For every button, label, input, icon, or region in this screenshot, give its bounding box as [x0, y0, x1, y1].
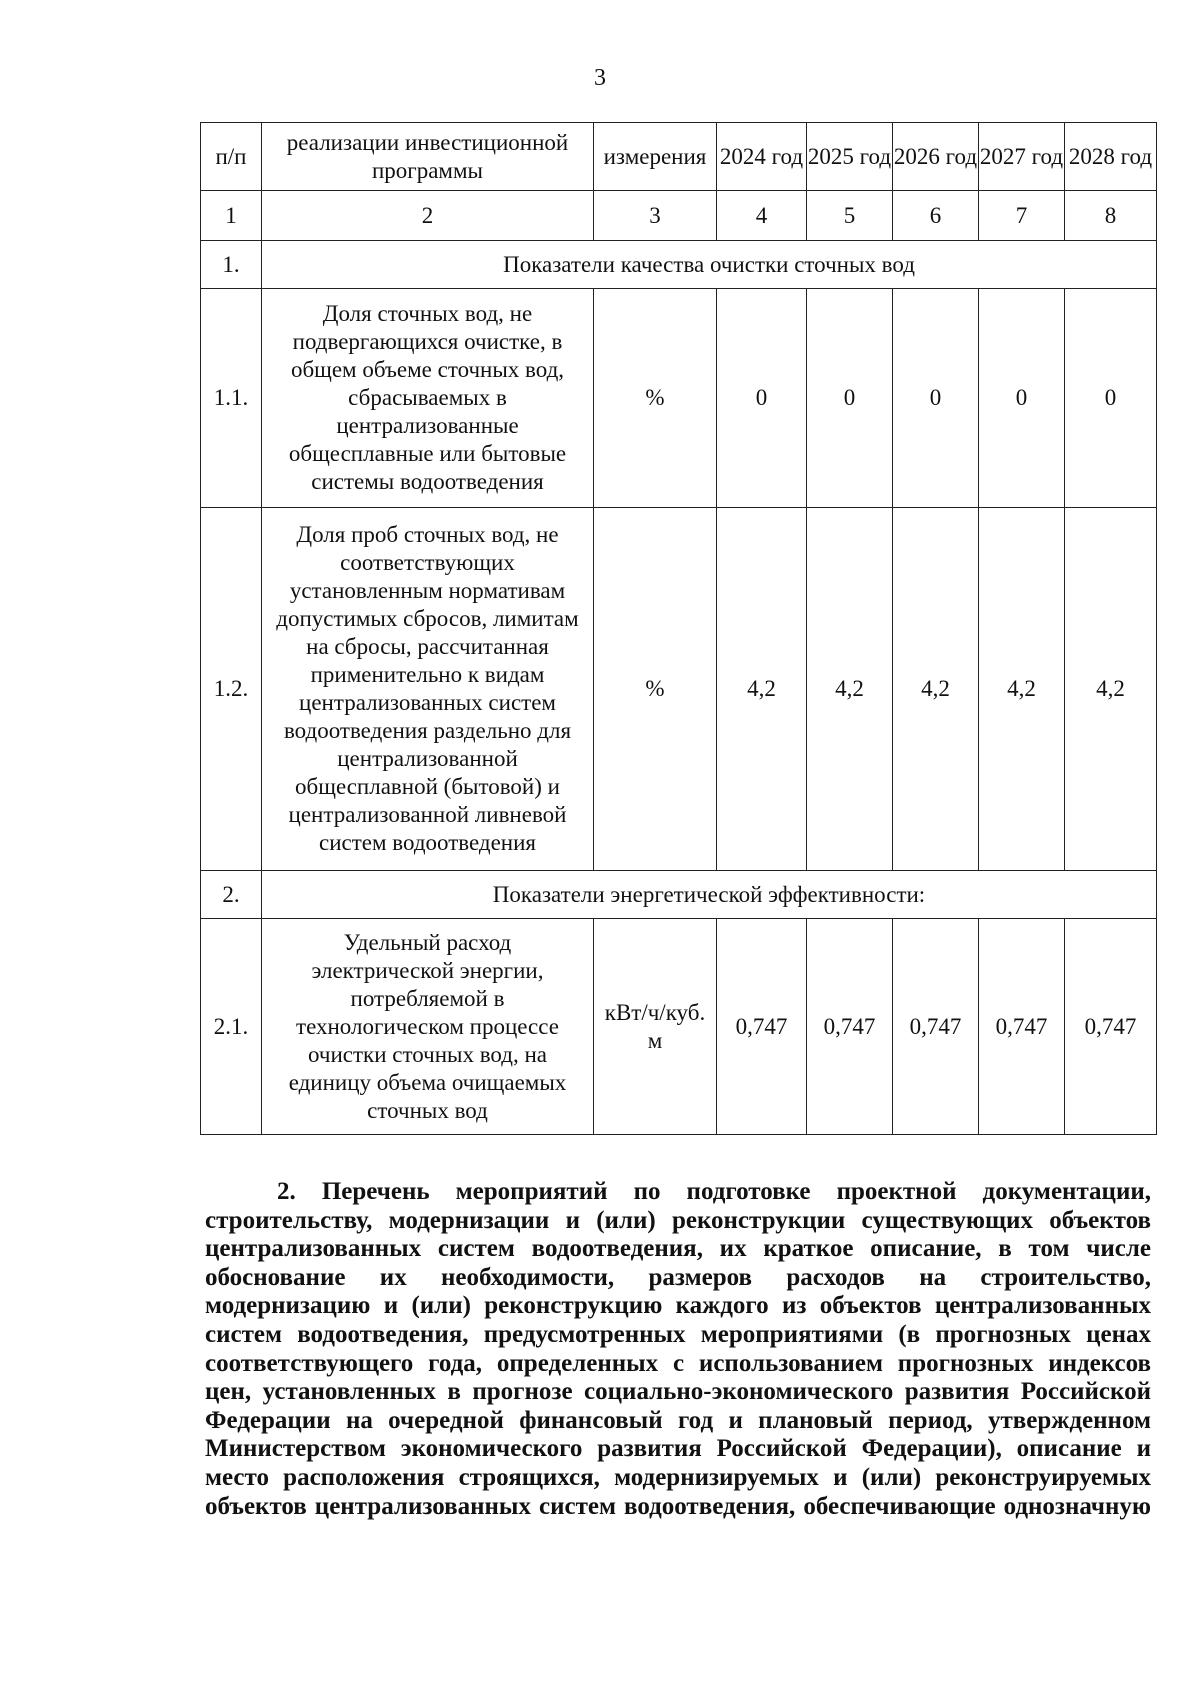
column-number-cell: 3	[594, 191, 717, 241]
column-number-cell: 8	[1065, 191, 1157, 241]
column-number-cell: 2	[262, 191, 594, 241]
header-year-cell: 2024 год	[717, 123, 807, 191]
unit-cell: %	[594, 289, 717, 508]
section-title: Показатели качества очистки сточных вод	[262, 241, 1157, 289]
table-header-row	[201, 123, 1157, 191]
section-title: Показатели энергетической эффективности:	[262, 871, 1157, 919]
column-number-cell: 5	[807, 191, 893, 241]
column-number-cell: 4	[717, 191, 807, 241]
row-number: 2.1.	[201, 919, 262, 1135]
header-year-cell: 2027 год	[979, 123, 1065, 191]
header-year-cell: 2025 год	[807, 123, 893, 191]
column-number-cell: 1	[201, 191, 262, 241]
row-number: 1.2.	[201, 508, 262, 871]
value-cell: 0,747	[979, 919, 1065, 1135]
section-row	[201, 241, 1157, 289]
header-year-cell: 2026 год	[893, 123, 979, 191]
value-cell: 0	[717, 289, 807, 508]
value-cell: 0,747	[893, 919, 979, 1135]
value-cell: 4,2	[717, 508, 807, 871]
indicator-description: Удельный расход электрической энергии, потребляемой в технологическом процессе очистки сточных вод, на единицу объема очищаемых сточных вод	[262, 919, 594, 1135]
value-cell: 0	[979, 289, 1065, 508]
header-number-cell: п/п	[201, 123, 262, 191]
section-number: 2.	[201, 871, 262, 919]
column-number-cell: 7	[979, 191, 1065, 241]
header-year-cell: 2028 год	[1065, 123, 1157, 191]
indicator-description: Доля проб сточных вод, не соответствующих установленным нормативам допустимых сбросов, лимитам на сбросы, рассчитанная применительно к видам централизованных систем водоотведения раздельно для централизованной общесплавной (бытовой) и централизованной ливневой систем водоотведения	[262, 508, 594, 871]
unit-cell: %	[594, 508, 717, 871]
unit-cell: кВт/ч/куб. м	[594, 919, 717, 1135]
column-number-row	[201, 191, 1157, 241]
section-row	[201, 871, 1157, 919]
table-row	[201, 919, 1157, 1135]
indicators-table	[200, 122, 1157, 1135]
header-name-cell: реализации инвестиционной программы	[262, 123, 594, 191]
section-number: 1.	[201, 241, 262, 289]
value-cell: 0	[893, 289, 979, 508]
table-row	[201, 508, 1157, 871]
value-cell: 4,2	[979, 508, 1065, 871]
row-number: 1.1.	[201, 289, 262, 508]
page-number: 3	[594, 65, 606, 91]
section-heading: 2. Перечень мероприятий по подготовке проектной документации, строительству, модернизации и (или) реконструкции существующих объектов централизованных систем водоотведения, их краткое описание, в том числе обоснование их необходимости, размеров расходов на строительство, модернизацию и (или) реконструкцию каждого из объектов централизованных систем водоотведения, предусмотренных мероприятиями (в прогнозных ценах соответствующего года, определенных с использованием прогнозных индексов цен, установленных в прогнозе социально-экономического развития Российской Федерации на очередной финансовый год и плановый период, утвержденном Министерством экономического развития Российской Федерации), описание и место расположения строящихся, модернизируемых и (или) реконструируемых объектов централизованных систем водоотведения, обеспечивающие однозначную	[205, 1178, 1151, 1520]
header-unit-cell: измерения	[594, 123, 717, 191]
value-cell: 0,747	[1065, 919, 1157, 1135]
value-cell: 0,747	[807, 919, 893, 1135]
indicator-description: Доля сточных вод, не подвергающихся очистке, в общем объеме сточных вод, сбрасываемых в централизованные общесплавные или бытовые системы водоотведения	[262, 289, 594, 508]
value-cell: 4,2	[1065, 508, 1157, 871]
value-cell: 0	[807, 289, 893, 508]
value-cell: 0	[1065, 289, 1157, 508]
value-cell: 4,2	[893, 508, 979, 871]
table-row	[201, 289, 1157, 508]
value-cell: 4,2	[807, 508, 893, 871]
column-number-cell: 6	[893, 191, 979, 241]
value-cell: 0,747	[717, 919, 807, 1135]
